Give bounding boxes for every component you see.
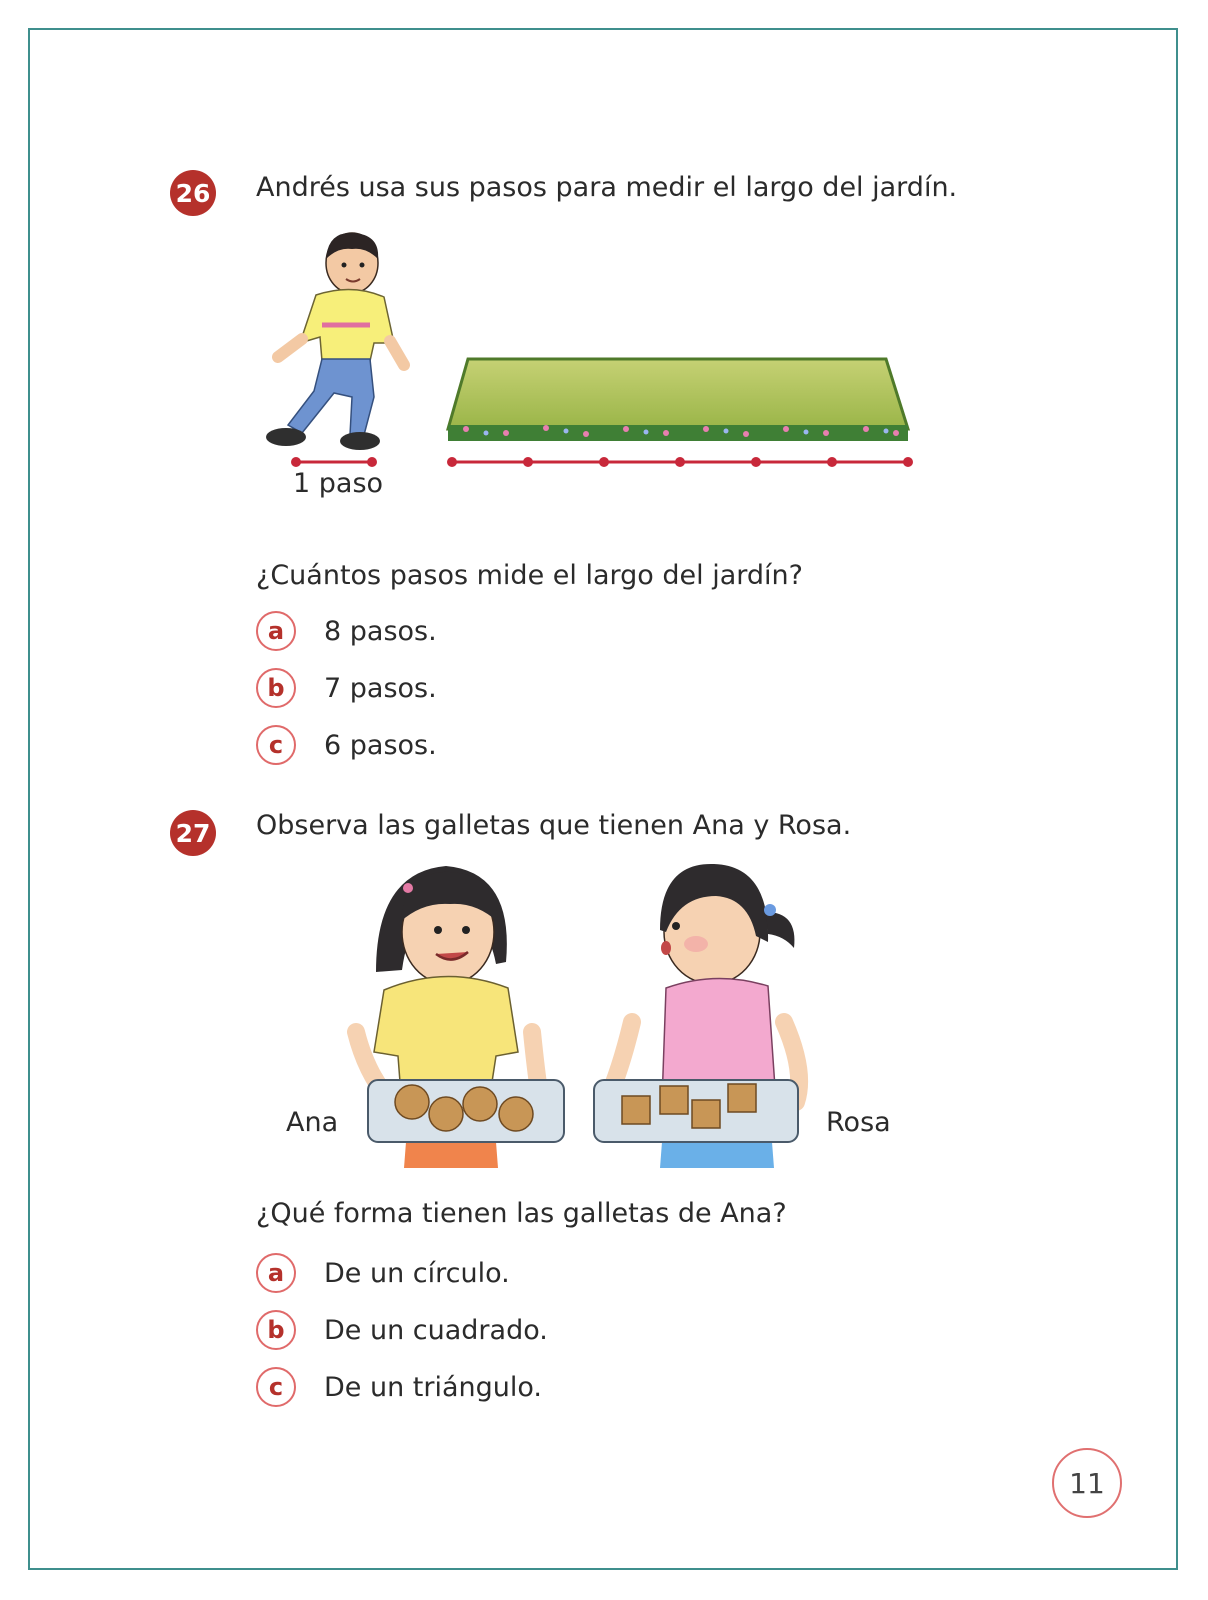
option-text: 8 pasos.	[324, 615, 437, 647]
step-mark	[751, 457, 761, 467]
garden-illustration	[446, 355, 914, 447]
ana-figure	[356, 866, 564, 1168]
page-number: 11	[1052, 1448, 1122, 1518]
option-letter[interactable]: c	[256, 725, 296, 765]
question-text: ¿Cuántos pasos mide el largo del jardín?	[256, 560, 803, 591]
question-number-badge: 26	[170, 170, 216, 216]
option-c[interactable]	[256, 722, 437, 768]
name-label-rosa: Rosa	[826, 1107, 891, 1138]
page-frame	[28, 28, 1178, 1570]
question-prompt: Observa las galletas que tienen Ana y Rosa.	[256, 810, 852, 841]
step-mark	[599, 457, 609, 467]
option-letter[interactable]: c	[256, 1367, 296, 1407]
option-text: 6 pasos.	[324, 729, 437, 761]
name-label-ana: Ana	[286, 1107, 339, 1138]
step-label: 1 paso	[293, 468, 384, 499]
option-a[interactable]	[256, 1250, 510, 1296]
step-mark	[523, 457, 533, 467]
question-text: ¿Qué forma tienen las galletas de Ana?	[256, 1198, 787, 1229]
option-letter[interactable]: b	[256, 668, 296, 708]
option-c[interactable]	[256, 1364, 542, 1410]
option-a[interactable]	[256, 608, 437, 654]
option-letter[interactable]: a	[256, 611, 296, 651]
option-b[interactable]	[256, 665, 437, 711]
rosa-figure	[594, 864, 799, 1168]
step-mark	[447, 457, 457, 467]
boy-walking-illustration	[256, 225, 406, 465]
garden-measure-line	[446, 455, 916, 469]
one-step-measure	[290, 455, 380, 469]
question-prompt: Andrés usa sus pasos para medir el largo del jardín.	[256, 172, 958, 203]
option-text: 7 pasos.	[324, 672, 437, 704]
option-b[interactable]	[256, 1307, 548, 1353]
step-mark	[675, 457, 685, 467]
question-number-badge: 27	[170, 810, 216, 856]
option-text: De un triángulo.	[324, 1371, 543, 1403]
option-letter[interactable]: a	[256, 1253, 296, 1293]
girls-with-cookies-illustration	[336, 852, 836, 1176]
step-mark	[827, 457, 837, 467]
step-mark	[903, 457, 913, 467]
option-letter[interactable]: b	[256, 1310, 296, 1350]
option-text: De un cuadrado.	[324, 1314, 548, 1346]
option-text: De un círculo.	[324, 1257, 510, 1289]
